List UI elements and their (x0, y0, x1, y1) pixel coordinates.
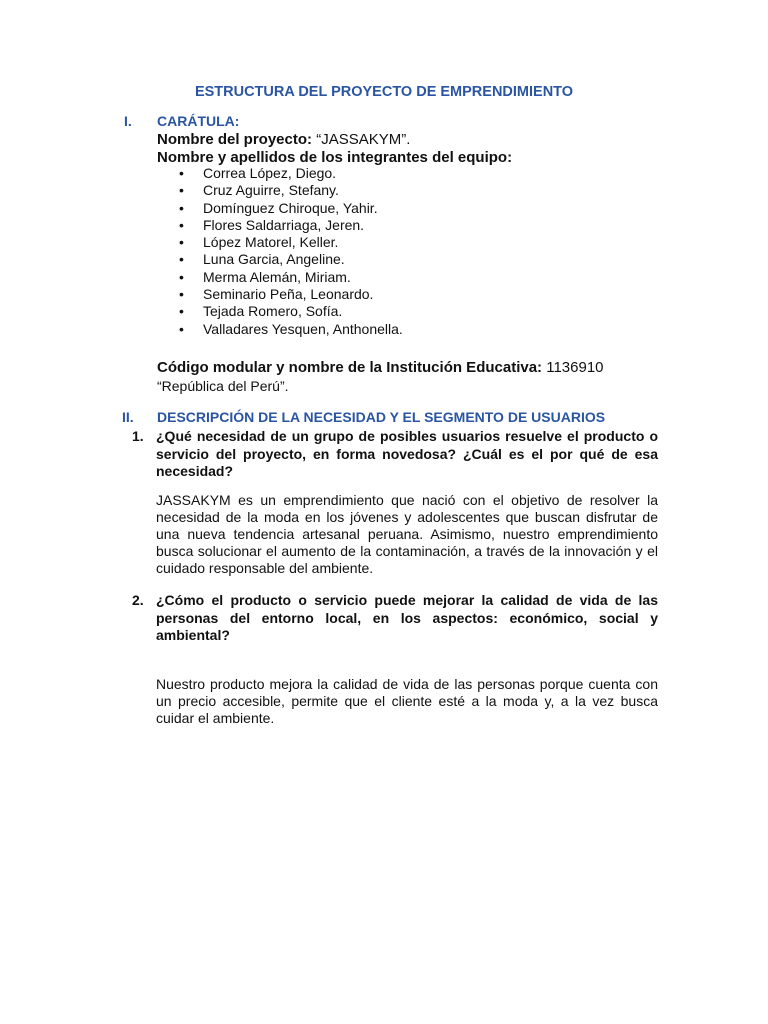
project-name-line (157, 131, 410, 148)
bullet-icon: • (179, 320, 184, 337)
bullet-icon: • (179, 216, 184, 233)
bullet-icon: • (179, 182, 184, 199)
list-item: • Flores Saldarriaga, Jeren. (179, 216, 365, 233)
institution-name: “República del Perú”. (157, 378, 289, 394)
section-2-heading: DESCRIPCIÓN DE LA NECESIDAD Y EL SEGMENTO DE USUARIOS (157, 409, 606, 425)
section-2-number: II. (122, 409, 134, 425)
answer-1-text: JASSAKYM es un emprendimiento que nació con el objetivo de resolver la necesidad de la moda en los jóvenes y adolescentes que buscan disfrutar de una nueva tendencia artesanal peruana. Asimismo, nuestro emprendimiento busca solucionar el aumento de la contaminación, a través de la innovación y el cuidado responsable del ambiente. (156, 492, 658, 576)
bullet-icon: • (179, 199, 184, 216)
question-2-number: 2. (132, 592, 144, 608)
answer-2-text: Nuestro producto mejora la calidad de vida de las personas porque cuenta con un precio accesible, permite que el cliente esté a la moda y, a la vez busca cuidar el ambiente. (156, 676, 658, 726)
bullet-icon: • (179, 303, 184, 320)
project-name-value: “JASSAKYM”. (316, 131, 411, 148)
question-2-text: ¿Cómo el producto o servicio puede mejorar la calidad de vida de las personas del entorno local, en los aspectos: económico, social y ambiental? (156, 592, 658, 643)
question-1-number: 1. (132, 428, 144, 444)
members-label: Nombre y apellidos de los integrantes del equipo: (157, 149, 513, 166)
bullet-icon: • (179, 234, 184, 251)
section-1-number: I. (124, 113, 132, 129)
list-item: • Valladares Yesquen, Anthonella. (179, 320, 403, 337)
list-item: • Tejada Romero, Sofía. (179, 303, 343, 320)
bullet-icon: • (179, 165, 184, 181)
list-item: • Domínguez Chiroque, Yahir. (179, 199, 378, 216)
question-1-text: ¿Qué necesidad de un grupo de posibles usuarios resuelve el producto o servicio del proyecto, en forma novedosa? ¿Cuál es el por qué de esa necesidad? (156, 428, 658, 479)
list-item: • Cruz Aguirre, Stefany. (179, 182, 339, 199)
list-item: • López Matorel, Keller. (179, 234, 339, 251)
document-title: ESTRUCTURA DEL PROYECTO DE EMPRENDIMIENTO (194, 84, 574, 100)
bullet-icon: • (179, 286, 184, 303)
list-item: • Luna Garcia, Angeline. (179, 251, 345, 268)
list-item: • Merma Alemán, Miriam. (179, 268, 351, 285)
list-item: • Seminario Peña, Leonardo. (179, 286, 374, 303)
institution-code-line (157, 359, 604, 376)
section-1-heading: CARÁTULA: (157, 113, 240, 129)
bullet-icon: • (179, 251, 184, 268)
bullet-icon: • (179, 268, 184, 285)
list-item: • Correa López, Diego. (179, 165, 337, 181)
institution-code-value: 1136910 (546, 359, 604, 376)
institution-code-label: Código modular y nombre de la Institución Educativa: (157, 359, 543, 376)
project-name-label: Nombre del proyecto: (157, 131, 313, 148)
members-list (157, 165, 403, 338)
